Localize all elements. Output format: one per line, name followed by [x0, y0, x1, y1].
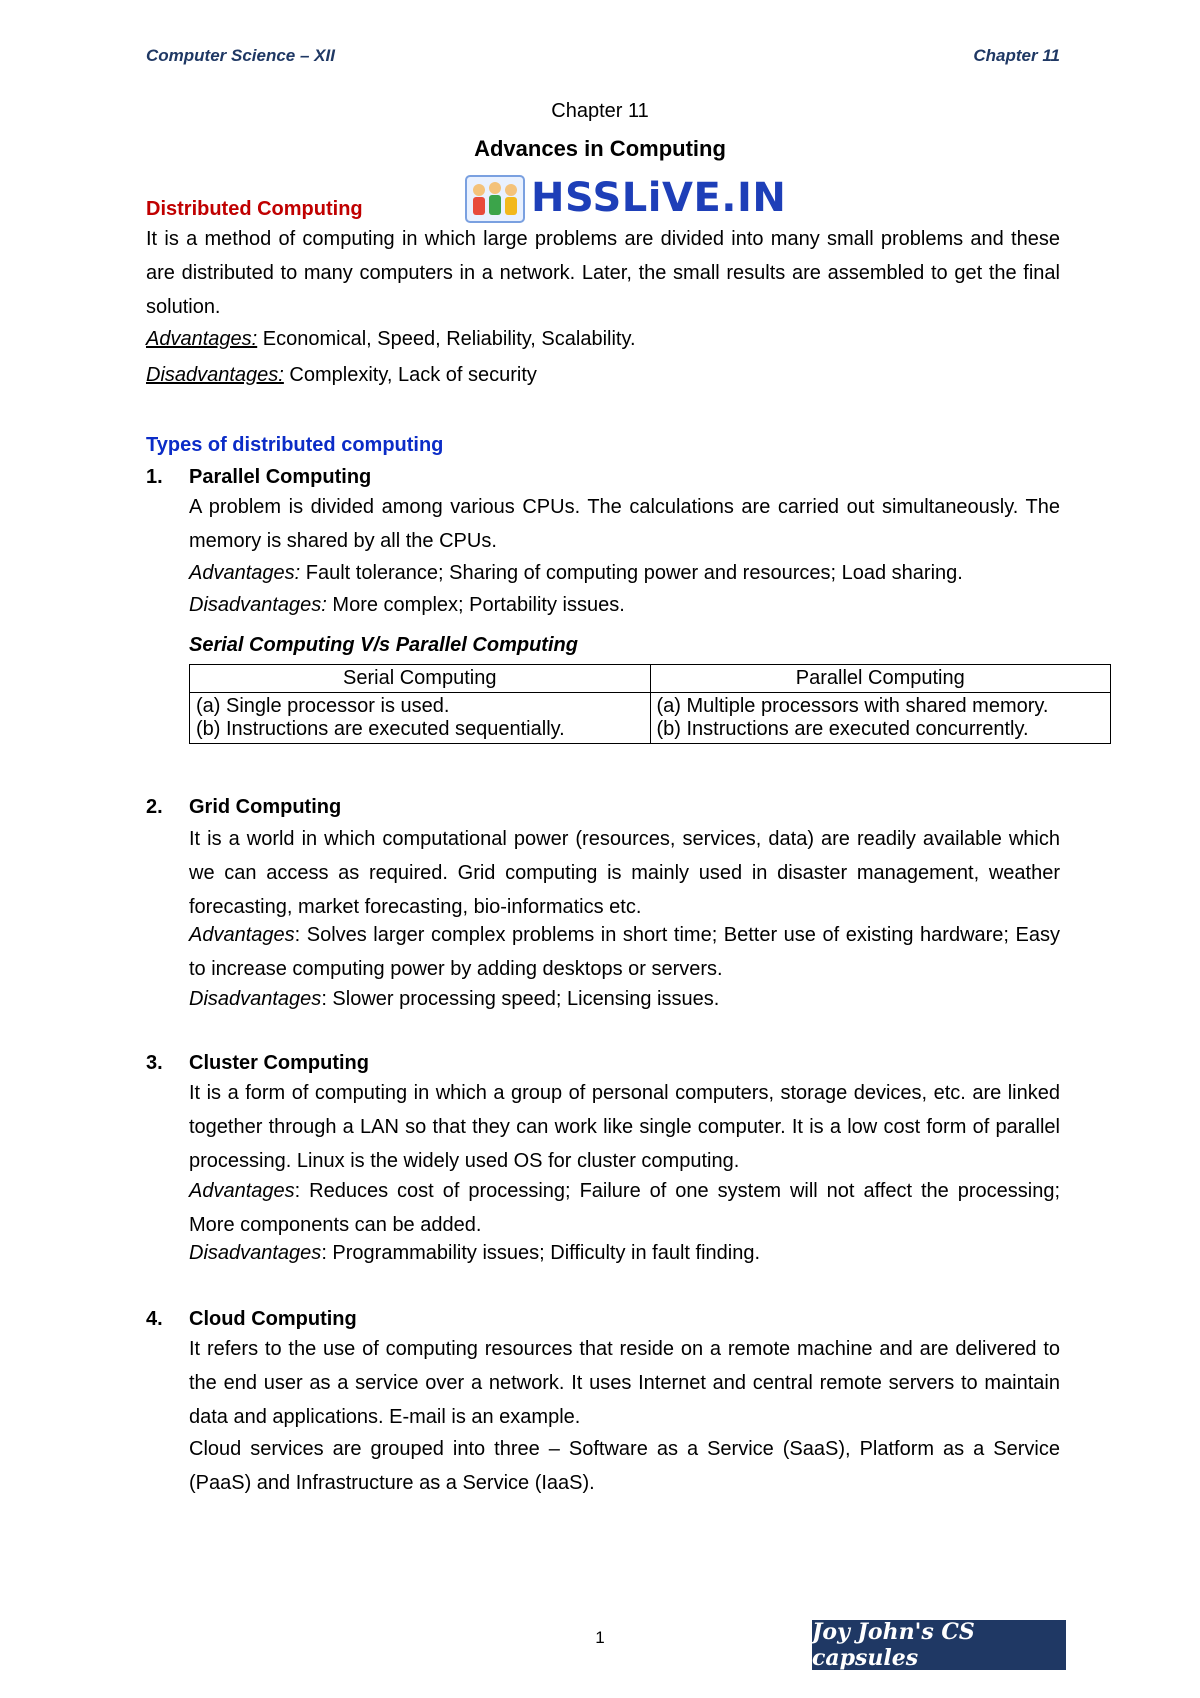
table-header-cell: Serial Computing — [190, 665, 651, 693]
grid-advantages: Advantages: Solves larger complex problems in short time; Better use of existing hardware; Easy to increase computing power by adding desktops or servers. — [189, 924, 1060, 980]
cloud-title: Cloud Computing — [189, 1308, 357, 1330]
parallel-disadvantages: Disadvantages: More complex; Portability issues. — [189, 594, 625, 616]
item-number: 2. — [146, 796, 163, 818]
cloud-services: Cloud services are grouped into three – Software as a Service (SaaS), Platform as a Service (PaaS) and Infrastructure as a Service (IaaS). — [189, 1438, 1060, 1494]
cluster-advantages: Advantages: Reduces cost of processing; Failure of one system will not affect the processing; More components can be added. — [189, 1180, 1060, 1236]
table-header-cell: Parallel Computing — [650, 665, 1111, 693]
table-cell: (a) Multiple processors with shared memory. (b) Instructions are executed concurrently. — [650, 693, 1111, 744]
kids-icon — [465, 172, 525, 224]
comparison-table-title: Serial Computing V/s Parallel Computing — [189, 634, 578, 656]
parallel-advantages: Advantages: Fault tolerance; Sharing of computing power and resources; Load sharing. — [189, 562, 963, 584]
comparison-table — [189, 664, 1111, 744]
logo-text: HSSLiVE.IN — [531, 175, 787, 221]
item-number: 4. — [146, 1308, 163, 1330]
section-heading-distributed: Distributed Computing — [146, 198, 363, 220]
table-cell: (a) Single processor is used. (b) Instructions are executed sequentially. — [190, 693, 651, 744]
distributed-advantages: Advantages: Economical, Speed, Reliability, Scalability. — [146, 328, 636, 350]
running-header-left: Computer Science – XII — [146, 46, 335, 65]
chapter-number: Chapter 11 — [551, 100, 649, 122]
table-header-row — [190, 665, 1111, 693]
item-number: 3. — [146, 1052, 163, 1074]
parallel-description: A problem is divided among various CPUs. The calculations are carried out simultaneously. The memory is shared by all the CPUs. — [189, 496, 1060, 552]
distributed-disadvantages: Disadvantages: Complexity, Lack of security — [146, 364, 537, 386]
types-heading: Types of distributed computing — [146, 434, 444, 456]
distributed-description: It is a method of computing in which large problems are divided into many small problems and these are distributed to many computers in a network. Later, the small results are assembled to get the final solution. — [146, 228, 1060, 318]
grid-title: Grid Computing — [189, 796, 342, 818]
cluster-description: It is a form of computing in which a group of personal computers, storage devices, etc. are linked together through a LAN so that they can work like single computer. It is a low cost form of parallel processing. Linux is the widely used OS for cluster computing. — [189, 1082, 1060, 1172]
page-title: Advances in Computing — [474, 136, 726, 161]
page-number: 1 — [595, 1628, 605, 1647]
capsule-badge: Joy John's CS capsules — [812, 1620, 1066, 1670]
cloud-description: It refers to the use of computing resources that reside on a remote machine and are delivered to the end user as a service over a network. It uses Internet and central remote servers to maintain data and applications. E-mail is an example. — [189, 1338, 1060, 1428]
advantages-label: Advantages: — [146, 328, 258, 350]
cluster-disadvantages: Disadvantages: Programmability issues; Difficulty in fault finding. — [189, 1242, 761, 1264]
hsslive-logo — [465, 170, 786, 226]
item-number: 1. — [146, 466, 163, 488]
parallel-title: Parallel Computing — [189, 466, 372, 488]
running-header-right: Chapter 11 — [973, 46, 1060, 65]
disadvantages-label: Disadvantages: — [146, 364, 284, 386]
grid-description: It is a world in which computational power (resources, services, data) are readily available which we can access as required. Grid computing is mainly used in disaster management, weather forecasting, market forecasting, bio-informatics etc. — [189, 828, 1060, 918]
cluster-title: Cluster Computing — [189, 1052, 369, 1074]
table-row — [190, 693, 1111, 744]
grid-disadvantages: Disadvantages: Slower processing speed; Licensing issues. — [189, 988, 720, 1010]
